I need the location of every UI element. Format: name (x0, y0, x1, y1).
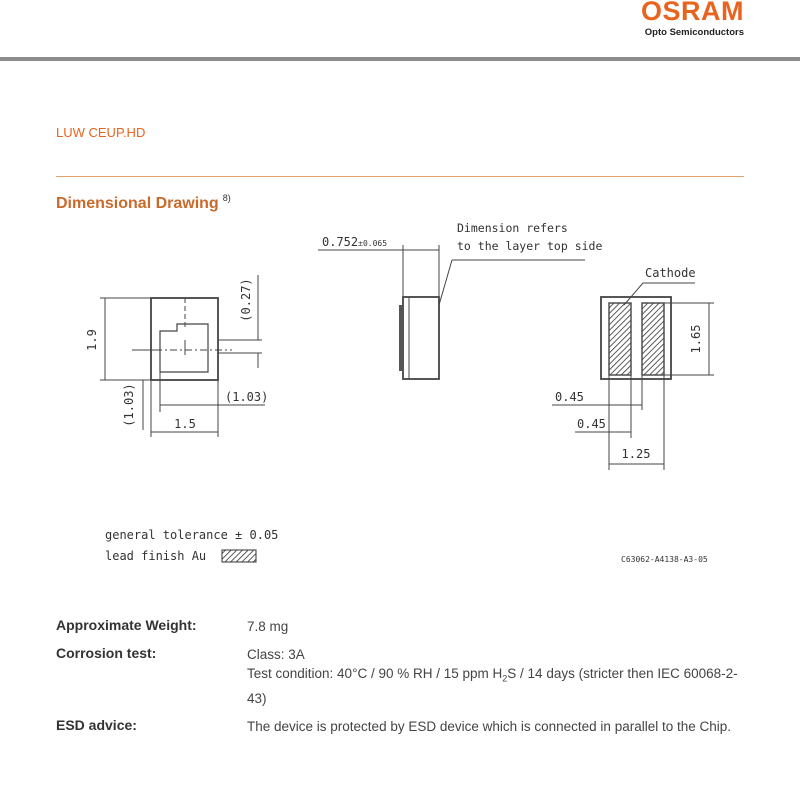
product-divider (56, 176, 744, 177)
corrosion-condition (247, 664, 746, 708)
esd-value: The device is protected by ESD device which is connected in parallel to the Chip. (247, 718, 732, 734)
die-outline (160, 324, 208, 372)
side-view (318, 245, 585, 379)
side-note-line1: Dimension refers (457, 221, 568, 235)
lead-finish-hatch (222, 550, 256, 562)
dim-thickness (322, 235, 387, 249)
cathode-label: Cathode (645, 266, 696, 280)
corrosion-row (56, 645, 746, 708)
brand-name: OSRAM (641, 0, 744, 26)
weight-row (56, 617, 746, 636)
dim-height: 1.9 (85, 329, 99, 351)
corrosion-condition-pre: Test condition: 40°C / 90 % RH / 15 ppm H (247, 666, 503, 681)
corrosion-label: Corrosion test: (56, 645, 157, 661)
dim-bottom-height: 1.65 (689, 324, 703, 354)
weight-value: 7.8 mg (247, 619, 289, 634)
osram-logo (641, 0, 744, 38)
tolerance-note: general tolerance ± 0.05 (105, 528, 279, 542)
specifications (56, 617, 746, 745)
brand-subtitle: Opto Semiconductors (644, 27, 744, 38)
section-title-text: Dimensional Drawing (56, 195, 219, 212)
drawing-code: C63062-A4138-A3-05 (621, 555, 708, 564)
section-footnote: 8) (222, 193, 231, 203)
header-divider (0, 57, 800, 61)
dim-pad-b: 0.45 (577, 417, 606, 431)
weight-label: Approximate Weight: (56, 617, 197, 633)
dimensional-drawing (0, 200, 800, 580)
corrosion-value (247, 645, 746, 708)
dim-pad-a: 0.45 (555, 390, 584, 404)
side-body (403, 297, 439, 379)
dim-top-ref: (0.27) (239, 278, 253, 322)
esd-row (56, 717, 746, 736)
dim-bottom-width: 1.25 (621, 447, 651, 461)
dim-thickness-value: 0.752 (322, 235, 359, 249)
dim-left-ref: (1.03) (225, 390, 269, 404)
dim-thickness-tol: ±0.065 (358, 239, 388, 248)
corrosion-class: Class: 3A (247, 647, 305, 662)
corrosion-condition-sub: 2 (502, 673, 508, 684)
corrosion-condition-post: S / 14 days (stricter then IEC 60068-2-43) (247, 666, 738, 706)
bottom-view (552, 283, 714, 470)
side-note-line2: to the layer top side (457, 239, 603, 253)
lead-finish-note: lead finish Au (105, 549, 207, 563)
pad-anode (642, 303, 664, 375)
dim-side-ref: (1.03) (122, 383, 136, 427)
esd-label: ESD advice: (56, 716, 137, 733)
product-name: LUW CEUP.HD (56, 125, 146, 140)
dim-width: 1.5 (174, 417, 196, 431)
pad-cathode (609, 303, 631, 375)
